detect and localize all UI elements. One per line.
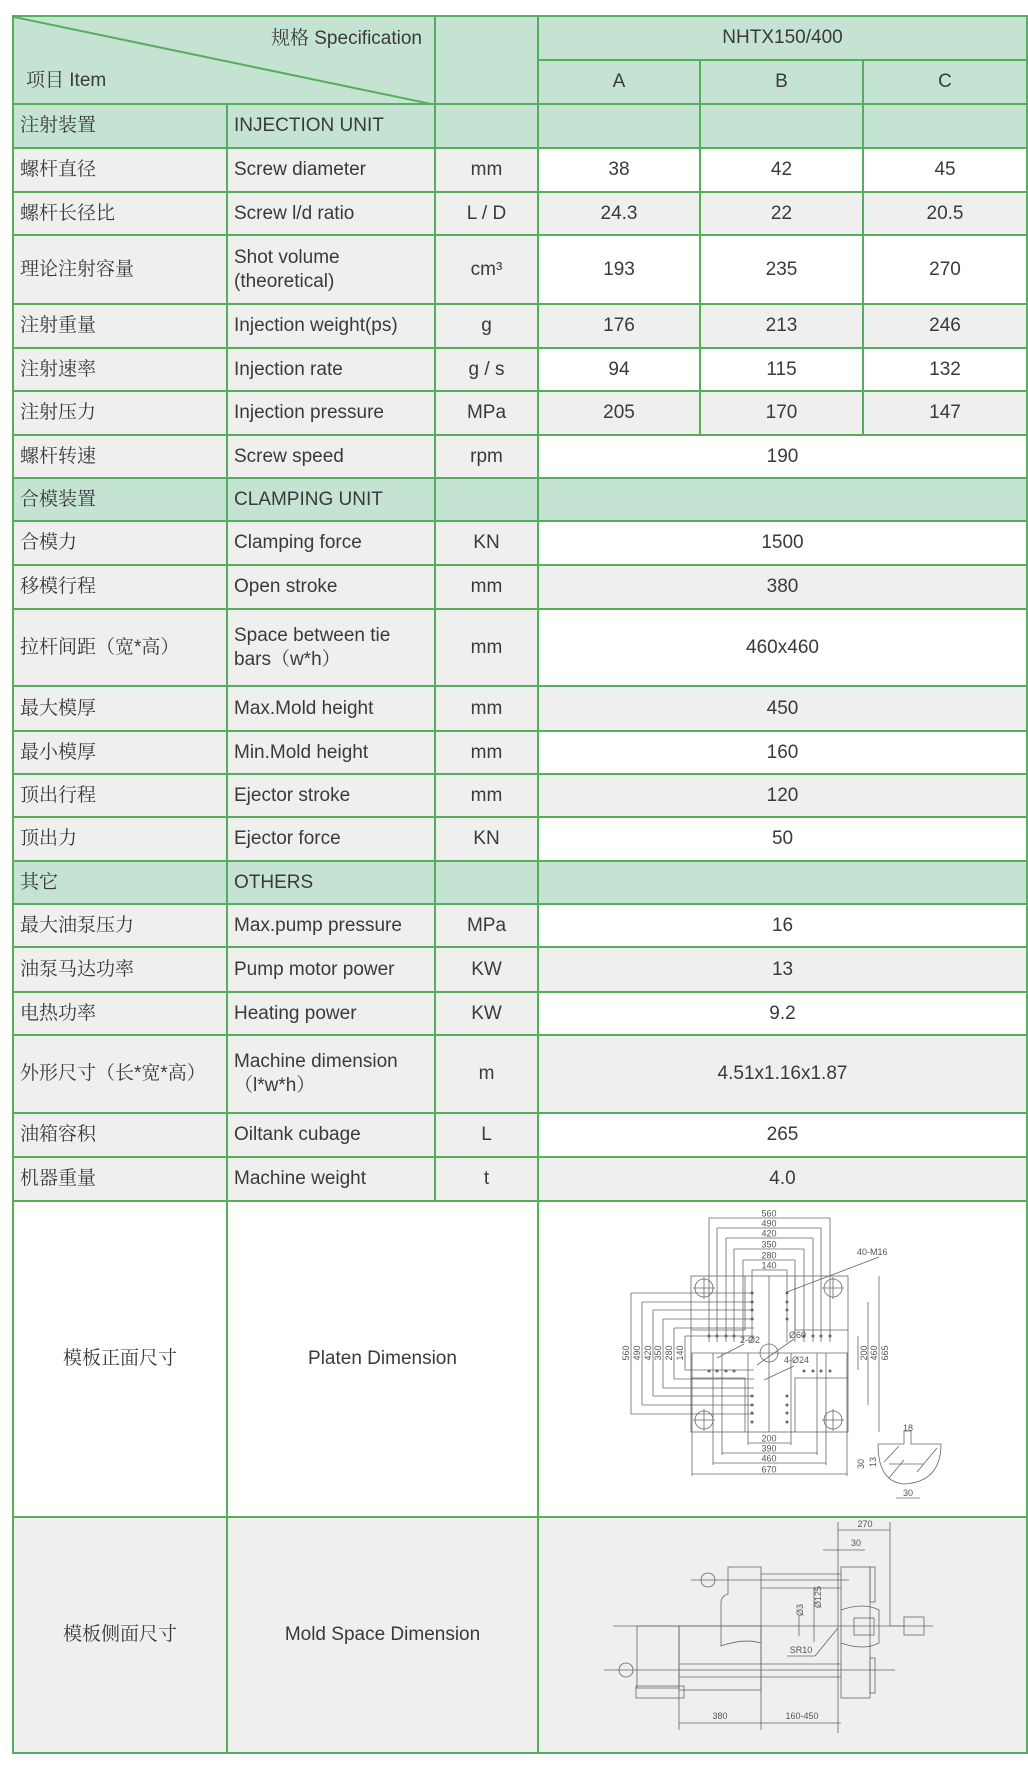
param-cn: 移模行程 xyxy=(13,565,227,609)
value-a: 24.3 xyxy=(538,192,700,235)
section-dim-30b: 30 xyxy=(902,1488,914,1498)
dim-160-450: 160-450 xyxy=(785,1711,819,1721)
table-row xyxy=(13,1113,1027,1157)
param-unit: g xyxy=(435,304,538,348)
section-others xyxy=(13,861,1027,904)
dim-left: 280 xyxy=(664,1345,674,1361)
param-en: Ejector force xyxy=(227,817,435,861)
section-dim-13: 13 xyxy=(868,1456,878,1468)
dim-left: 350 xyxy=(653,1345,663,1361)
dim-top: 560 xyxy=(761,1208,777,1219)
param-unit: cm³ xyxy=(435,235,538,304)
section-cn: 合模装置 xyxy=(13,478,227,521)
mold-row xyxy=(13,1517,1027,1753)
value-all: 160 xyxy=(538,731,1027,774)
value-c: 132 xyxy=(863,348,1027,391)
param-cn: 注射重量 xyxy=(13,304,227,348)
section-clamping xyxy=(13,478,1027,521)
param-en: Injection rate xyxy=(227,348,435,391)
section-cn: 注射装置 xyxy=(13,104,227,148)
value-all: 4.51x1.16x1.87 xyxy=(538,1035,1027,1113)
section-empty xyxy=(538,478,1027,521)
variant-b: B xyxy=(700,60,863,104)
dim-left: 140 xyxy=(675,1345,685,1361)
param-en: Min.Mold height xyxy=(227,731,435,774)
note-d60: Ø60 xyxy=(789,1330,807,1340)
section-unit-cell xyxy=(435,861,538,904)
param-unit: m xyxy=(435,1035,538,1113)
value-b: 115 xyxy=(700,348,863,391)
section-empty xyxy=(863,104,1027,148)
platen-row xyxy=(13,1201,1027,1517)
value-all: 50 xyxy=(538,817,1027,861)
value-all: 16 xyxy=(538,904,1027,947)
dim-top: 280 xyxy=(761,1250,777,1261)
param-cn: 电热功率 xyxy=(13,992,227,1035)
table-row xyxy=(13,1035,1027,1113)
param-en: Machine weight xyxy=(227,1157,435,1201)
variant-c: C xyxy=(863,60,1027,104)
dim-right: 460 xyxy=(869,1345,879,1361)
param-unit: KW xyxy=(435,992,538,1035)
table-row xyxy=(13,817,1027,861)
spec-label: 规格 Specification xyxy=(270,28,422,49)
table-row xyxy=(13,686,1027,731)
param-unit: KN xyxy=(435,817,538,861)
param-en: Pump motor power xyxy=(227,947,435,992)
dim-30: 30 xyxy=(850,1538,862,1548)
dim-bottom: 200 xyxy=(761,1433,777,1444)
mold-drawing xyxy=(538,1517,1027,1753)
section-dim-30: 30 xyxy=(856,1458,866,1470)
table-row xyxy=(13,435,1027,478)
table-row xyxy=(13,947,1027,992)
param-en: Shot volume (theoretical) xyxy=(227,235,435,304)
dim-top: 490 xyxy=(761,1218,777,1229)
param-cn: 顶出力 xyxy=(13,817,227,861)
dim-380: 380 xyxy=(712,1711,728,1721)
dim-d125: Ø125 xyxy=(813,1585,823,1609)
param-cn: 拉杆间距（宽*高） xyxy=(13,609,227,686)
value-all: 380 xyxy=(538,565,1027,609)
param-cn: 螺杆长径比 xyxy=(13,192,227,235)
param-cn: 最大油泵压力 xyxy=(13,904,227,947)
dim-sr10: SR10 xyxy=(789,1645,813,1655)
value-all: 9.2 xyxy=(538,992,1027,1035)
section-dim-18: 18 xyxy=(902,1423,914,1433)
param-en: Open stroke xyxy=(227,565,435,609)
value-all: 460x460 xyxy=(538,609,1027,686)
section-cn: 其它 xyxy=(13,861,227,904)
value-a: 205 xyxy=(538,391,700,435)
section-empty xyxy=(538,861,1027,904)
param-en: Max.pump pressure xyxy=(227,904,435,947)
param-cn: 螺杆转速 xyxy=(13,435,227,478)
table-row xyxy=(13,348,1027,391)
mold-en: Mold Space Dimension xyxy=(227,1517,538,1753)
value-a: 193 xyxy=(538,235,700,304)
param-unit: MPa xyxy=(435,904,538,947)
table-row xyxy=(13,731,1027,774)
param-unit: L xyxy=(435,1113,538,1157)
unit-header-cell xyxy=(435,16,538,104)
value-a: 176 xyxy=(538,304,700,348)
note-m16: 40-M16 xyxy=(857,1247,888,1257)
note-4-d24: 4-Ø24 xyxy=(784,1355,810,1365)
param-en: Heating power xyxy=(227,992,435,1035)
param-cn: 油箱容积 xyxy=(13,1113,227,1157)
param-en: Screw diameter xyxy=(227,148,435,192)
platen-drawing-svg xyxy=(539,1202,1026,1516)
table-row xyxy=(13,904,1027,947)
param-cn: 注射压力 xyxy=(13,391,227,435)
dim-left: 420 xyxy=(643,1345,653,1361)
section-unit-cell xyxy=(435,478,538,521)
table-row xyxy=(13,992,1027,1035)
model-name: NHTX150/400 xyxy=(538,16,1027,60)
param-cn: 螺杆直径 xyxy=(13,148,227,192)
param-unit: mm xyxy=(435,148,538,192)
value-b: 22 xyxy=(700,192,863,235)
dim-left: 560 xyxy=(621,1345,631,1361)
param-en: Ejector stroke xyxy=(227,774,435,817)
table-row xyxy=(13,521,1027,565)
item-label: 项目 Item xyxy=(26,70,107,91)
section-injection xyxy=(13,104,1027,148)
param-en: Space between tie bars（w*h） xyxy=(227,609,435,686)
value-c: 147 xyxy=(863,391,1027,435)
table-row xyxy=(13,391,1027,435)
section-en: CLAMPING UNIT xyxy=(227,478,435,521)
param-unit: MPa xyxy=(435,391,538,435)
value-all: 450 xyxy=(538,686,1027,731)
value-c: 246 xyxy=(863,304,1027,348)
value-c: 270 xyxy=(863,235,1027,304)
value-a: 94 xyxy=(538,348,700,391)
table-row xyxy=(13,148,1027,192)
value-all: 13 xyxy=(538,947,1027,992)
dim-left: 490 xyxy=(632,1345,642,1361)
param-en: Clamping force xyxy=(227,521,435,565)
value-all: 1500 xyxy=(538,521,1027,565)
param-en: Screw speed xyxy=(227,435,435,478)
mold-drawing-svg xyxy=(539,1518,1026,1752)
param-unit: KN xyxy=(435,521,538,565)
section-empty xyxy=(700,104,863,148)
section-empty xyxy=(538,104,700,148)
value-all: 120 xyxy=(538,774,1027,817)
param-unit: mm xyxy=(435,609,538,686)
table-row xyxy=(13,1157,1027,1201)
param-cn: 油泵马达功率 xyxy=(13,947,227,992)
variant-a: A xyxy=(538,60,700,104)
param-cn: 最大模厚 xyxy=(13,686,227,731)
dim-bottom: 460 xyxy=(761,1453,777,1464)
param-cn: 最小模厚 xyxy=(13,731,227,774)
param-cn: 外形尺寸（长*宽*高） xyxy=(13,1035,227,1113)
dim-270: 270 xyxy=(857,1519,873,1529)
param-cn: 理论注射容量 xyxy=(13,235,227,304)
value-all: 265 xyxy=(538,1113,1027,1157)
dim-bottom: 670 xyxy=(761,1464,777,1475)
param-unit: mm xyxy=(435,774,538,817)
section-en: INJECTION UNIT xyxy=(227,104,435,148)
platen-drawing xyxy=(538,1201,1027,1517)
value-a: 38 xyxy=(538,148,700,192)
table-row xyxy=(13,304,1027,348)
param-unit: L / D xyxy=(435,192,538,235)
param-en: Max.Mold height xyxy=(227,686,435,731)
note-2-d2: 2-Ø2 xyxy=(740,1335,761,1345)
param-en: Machine dimension（l*w*h） xyxy=(227,1035,435,1113)
section-en: OTHERS xyxy=(227,861,435,904)
dim-top: 420 xyxy=(761,1228,777,1239)
param-en: Oiltank cubage xyxy=(227,1113,435,1157)
value-all: 190 xyxy=(538,435,1027,478)
dim-d3: Ø3 xyxy=(795,1603,805,1617)
value-c: 45 xyxy=(863,148,1027,192)
table-row xyxy=(13,192,1027,235)
param-en: Injection pressure xyxy=(227,391,435,435)
header-diagonal-cell xyxy=(13,16,435,104)
table-row xyxy=(13,235,1027,304)
param-cn: 机器重量 xyxy=(13,1157,227,1201)
value-b: 235 xyxy=(700,235,863,304)
platen-en: Platen Dimension xyxy=(227,1201,538,1517)
param-unit: mm xyxy=(435,731,538,774)
param-unit: t xyxy=(435,1157,538,1201)
param-en: Injection weight(ps) xyxy=(227,304,435,348)
table-row xyxy=(13,565,1027,609)
dim-bottom: 390 xyxy=(761,1443,777,1454)
param-unit: KW xyxy=(435,947,538,992)
param-unit: rpm xyxy=(435,435,538,478)
value-b: 213 xyxy=(700,304,863,348)
spec-table xyxy=(12,15,1028,1754)
value-all: 4.0 xyxy=(538,1157,1027,1201)
param-cn: 合模力 xyxy=(13,521,227,565)
value-c: 20.5 xyxy=(863,192,1027,235)
table-row xyxy=(13,774,1027,817)
dim-right: 200 xyxy=(859,1345,869,1361)
dim-top: 350 xyxy=(761,1239,777,1250)
dim-right: 665 xyxy=(880,1345,890,1361)
dim-top: 140 xyxy=(761,1260,777,1271)
param-en: Screw l/d ratio xyxy=(227,192,435,235)
param-unit: mm xyxy=(435,686,538,731)
value-b: 42 xyxy=(700,148,863,192)
section-unit-cell xyxy=(435,104,538,148)
mold-cn: 模板侧面尺寸 xyxy=(13,1517,227,1753)
table-row xyxy=(13,609,1027,686)
platen-cn: 模板正面尺寸 xyxy=(13,1201,227,1517)
param-unit: g / s xyxy=(435,348,538,391)
param-cn: 注射速率 xyxy=(13,348,227,391)
param-unit: mm xyxy=(435,565,538,609)
value-b: 170 xyxy=(700,391,863,435)
param-cn: 顶出行程 xyxy=(13,774,227,817)
